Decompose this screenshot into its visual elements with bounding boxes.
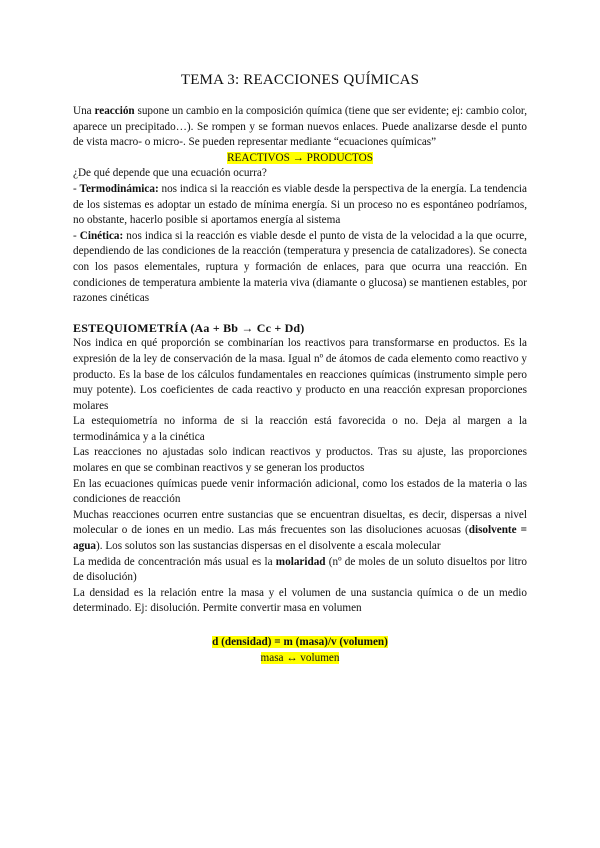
term-molaridad: molaridad <box>275 555 326 568</box>
stoich-paragraph-5: Muchas reacciones ocurren entre sustancias que se encuentran disueltas, es decir, dispersas a nivel molecular o de iones en un medio. Las más frecuentes son las disoluciones acuosas (disolvente = agua). Los solutos son las sustancias dispersas en el disolvente a escala molecular <box>73 508 527 553</box>
stoich-paragraph-2: La estequiometría no informa de si la reacción está favorecida o no. Deja al margen a la termodinámica y a la cinética <box>73 415 527 443</box>
thermodynamics-paragraph: - Termodinámica: nos indica si la reacción es viable desde la perspectiva de la energía. La tendencia de los sistemas es adoptar un estado de mínima energía. Si un proceso no es espontáneo podríamos, no obstante, hacerlo posible si aportamos energía al sistema <box>73 182 527 227</box>
term-termodinamica: Termodinámica: <box>79 182 159 195</box>
equation-line <box>73 151 527 167</box>
stoich-paragraph-1: Nos indica en qué proporción se combinarían los reactivos para transformarse en productos. Es la expresión de la ley de conservación de la masa. Igual nº de átomos de cada elemento como reactivo y producto. Es la base de los cálculos fundamentales en reacciones químicas (instrumento simple pero muy potente). Los coeficientes de cada reactivo y producto en una reacción expresan proporciones molares <box>73 337 527 412</box>
mass-volume-relation: masa ↔ volumen <box>260 651 340 664</box>
page-title: TEMA 3: REACCIONES QUÍMICAS <box>180 72 420 88</box>
term-disolvente: disolvente = agua <box>73 524 527 553</box>
term-cinetica: Cinética: <box>79 229 124 242</box>
mass-volume-line <box>73 651 527 667</box>
document-page <box>73 70 527 666</box>
density-formula: d (densidad) = m (masa)/v (volumen) <box>212 636 388 648</box>
question-line: ¿De qué depende que una ecuación ocurra? <box>73 167 267 180</box>
spacer <box>73 617 527 635</box>
stoich-paragraph-3: Las reacciones no ajustadas solo indican reactivos y productos. Tras su ajuste, las proporciones molares en que se combinan reactivos y se generan los productos <box>73 446 527 475</box>
section-heading-estequiometria: ESTEQUIOMETRÍA (Aa + Bb → Cc + Dd) <box>73 320 305 335</box>
kinetics-paragraph: - Cinética: nos indica si la reacción es viable desde el punto de vista de la velocidad a la que ocurre, dependiendo de las condiciones de la reacción (temperatura y presencia de catalizadores). Se conecta con los pasos elementales, ruptura y formación de enlaces, para que ocurra una reacción. En condiciones de temperatura ambiente la materia viva (diamante o glucosa) se mantienen estables, por razones cinéticas <box>73 229 527 305</box>
intro-paragraph: Una reacción supone un cambio en la composición química (tiene que ser evidente; ej: cambio color, aparece un precipitado…). Se rompen y se forman nuevos enlaces. Puede analizarse desde el punto de vista macro- o micro-. Se pueden representar mediante “ecuaciones químicas” <box>73 105 527 149</box>
density-formula-line <box>73 635 527 651</box>
term-reaccion: reacción <box>94 105 135 117</box>
equation-highlight: REACTIVOS → PRODUCTOS <box>227 151 373 164</box>
stoich-paragraph-4: En las ecuaciones químicas puede venir información adicional, como los estados de la materia o las condiciones de reacción <box>73 477 527 506</box>
stoich-paragraph-6: La medida de concentración más usual es la molaridad (nº de moles de un soluto disueltos por litro de disolución) <box>73 555 527 584</box>
stoich-paragraph-7: La densidad es la relación entre la masa y el volumen de una sustancia química o de un medio determinado. Ej: disolución. Permite convertir masa en volumen <box>73 586 527 615</box>
